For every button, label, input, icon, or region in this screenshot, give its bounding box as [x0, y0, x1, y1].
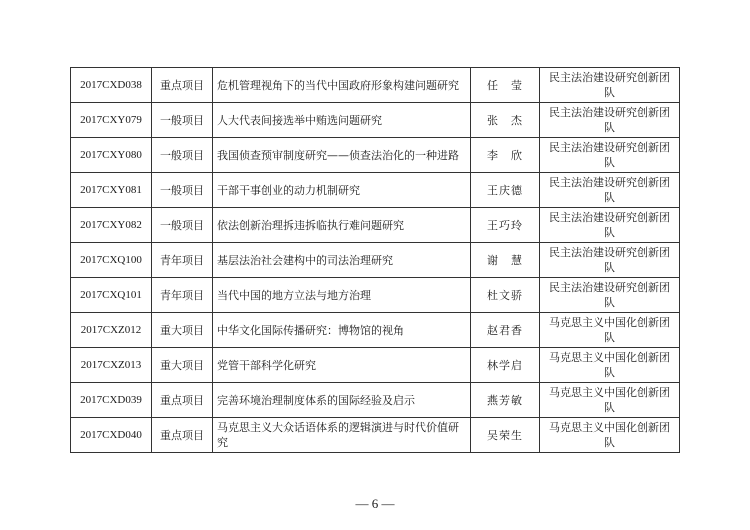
project-leader-cell: 王庆德	[471, 173, 540, 208]
project-type-cell: 青年项目	[152, 243, 213, 278]
table-row	[71, 383, 680, 418]
table-row	[71, 208, 680, 243]
research-team-cell: 民主法治建设研究创新团队	[540, 173, 680, 208]
project-title-cell: 危机管理视角下的当代中国政府形象构建问题研究	[213, 68, 471, 103]
project-leader-cell: 谢 慧	[471, 243, 540, 278]
project-id-cell: 2017CXD040	[71, 418, 152, 453]
project-title-cell: 完善环境治理制度体系的国际经验及启示	[213, 383, 471, 418]
project-title-cell: 干部干事创业的动力机制研究	[213, 173, 471, 208]
project-type-cell: 一般项目	[152, 103, 213, 138]
research-team-cell: 马克思主义中国化创新团队	[540, 383, 680, 418]
project-id-cell: 2017CXD039	[71, 383, 152, 418]
project-type-cell: 一般项目	[152, 138, 213, 173]
research-team-cell: 民主法治建设研究创新团队	[540, 68, 680, 103]
project-id-cell: 2017CXZ012	[71, 313, 152, 348]
project-type-cell: 青年项目	[152, 278, 213, 313]
project-id-cell: 2017CXQ101	[71, 278, 152, 313]
project-type-cell: 重大项目	[152, 348, 213, 383]
table-row	[71, 278, 680, 313]
project-title-cell: 基层法治社会建构中的司法治理研究	[213, 243, 471, 278]
project-type-cell: 一般项目	[152, 173, 213, 208]
project-id-cell: 2017CXZ013	[71, 348, 152, 383]
research-team-cell: 民主法治建设研究创新团队	[540, 208, 680, 243]
project-title-cell: 当代中国的地方立法与地方治理	[213, 278, 471, 313]
project-leader-cell: 王巧玲	[471, 208, 540, 243]
project-title-cell: 党管干部科学化研究	[213, 348, 471, 383]
projects-table	[70, 67, 680, 453]
research-team-cell: 马克思主义中国化创新团队	[540, 313, 680, 348]
project-leader-cell: 燕芳敏	[471, 383, 540, 418]
project-type-cell: 重点项目	[152, 418, 213, 453]
project-type-cell: 重大项目	[152, 313, 213, 348]
project-id-cell: 2017CXQ100	[71, 243, 152, 278]
project-title-cell: 我国侦查预审制度研究——侦查法治化的一种进路	[213, 138, 471, 173]
page-number: — 6 —	[355, 496, 395, 511]
project-id-cell: 2017CXY079	[71, 103, 152, 138]
project-leader-cell: 任 莹	[471, 68, 540, 103]
research-team-cell: 民主法治建设研究创新团队	[540, 278, 680, 313]
table-row	[71, 418, 680, 453]
research-team-cell: 马克思主义中国化创新团队	[540, 348, 680, 383]
research-team-cell: 马克思主义中国化创新团队	[540, 418, 680, 453]
table-row	[71, 138, 680, 173]
table-row	[71, 243, 680, 278]
table-row	[71, 348, 680, 383]
project-title-cell: 中华文化国际传播研究：博物馆的视角	[213, 313, 471, 348]
project-id-cell: 2017CXY080	[71, 138, 152, 173]
project-type-cell: 一般项目	[152, 208, 213, 243]
project-type-cell: 重点项目	[152, 68, 213, 103]
research-team-cell: 民主法治建设研究创新团队	[540, 103, 680, 138]
research-team-cell: 民主法治建设研究创新团队	[540, 243, 680, 278]
table-row	[71, 103, 680, 138]
table-row	[71, 173, 680, 208]
project-leader-cell: 赵君香	[471, 313, 540, 348]
project-leader-cell: 张 杰	[471, 103, 540, 138]
project-leader-cell: 林学启	[471, 348, 540, 383]
table-row	[71, 68, 680, 103]
project-type-cell: 重点项目	[152, 383, 213, 418]
project-leader-cell: 杜文骄	[471, 278, 540, 313]
table-row	[71, 313, 680, 348]
project-id-cell: 2017CXD038	[71, 68, 152, 103]
project-title-cell: 依法创新治理拆违拆临执行难问题研究	[213, 208, 471, 243]
project-leader-cell: 吴荣生	[471, 418, 540, 453]
project-title-cell: 马克思主义大众话语体系的逻辑演进与时代价值研究	[213, 418, 471, 453]
research-team-cell: 民主法治建设研究创新团队	[540, 138, 680, 173]
project-id-cell: 2017CXY081	[71, 173, 152, 208]
project-leader-cell: 李 欣	[471, 138, 540, 173]
project-title-cell: 人大代表间接选举中贿选问题研究	[213, 103, 471, 138]
project-id-cell: 2017CXY082	[71, 208, 152, 243]
